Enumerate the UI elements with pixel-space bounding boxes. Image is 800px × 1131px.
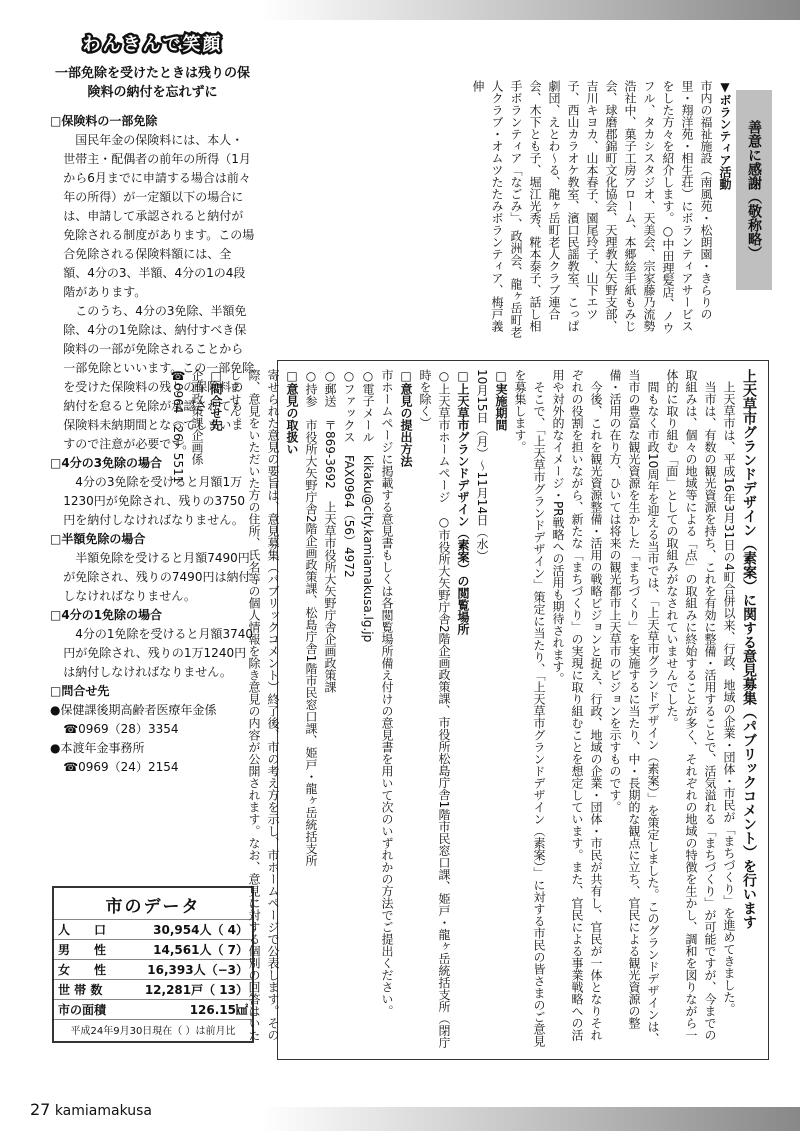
paragraph: 間もなく市政10周年を迎える当市では、「上天草市グランドデザイン（素案）」を策定しました。このグランドデザインは、当市の豊富な観光資源を生かした「まちづくり」を実施するに当たり、中・長期的な観点に立ち、官民による観光資源の整備・活用の在り方、ひいては将来の観光都市上天草市のビジョンを示すものです。	[608, 369, 660, 1045]
row-label: 人 口	[54, 920, 120, 940]
contact-value: 企画政策課企画係	[190, 369, 204, 465]
paragraph: 国民年金の保険料には、本人・世帯主・配偶者の前年の所得（1月から6月までに申請する場合は前々年の所得）が一定額以下の場合には、申請して承認されると納付が免除される制度があります。この場合免除される保険料額には、全額、4分の3、半額、4分の1の4段階があります。	[63, 133, 255, 299]
paragraph: そこで、「上天草市グランドデザイン」策定に当たり、「上天草市グランドデザイン（素案）」に対する市民の皆さまのご意見を募集します。	[513, 369, 546, 1047]
row-label: 男 性	[54, 940, 120, 960]
paragraph: 今後、これを観光資源整備・活用の戦略ビジョンと捉え、行政、地域の企業・団体・市民が共有し、官民が一体となりそれぞれの役割を担いながら、新たな「まちづくり」の実現に取り組むことを想定しています。また、官民による事業戦略への活用や対外的なイメージ・PR戦略への活用も期待されます。	[551, 369, 603, 1041]
article-heading: 一部免除を受けたときは残りの保険料の納付を忘れずに	[54, 66, 250, 100]
section-heading: □4分の3免除の場合	[50, 456, 163, 470]
contact-name: ●保健課後期高齢者医療年金係	[50, 703, 217, 717]
contact-phone: ☎0964（26）5511	[171, 369, 185, 484]
row-value: 14,561人（ 7）	[120, 940, 252, 960]
contact-phone: ☎0969（24）2154	[63, 760, 179, 774]
section-heading: □4分の1免除の場合	[50, 608, 163, 622]
paragraph: 当市は、有数の観光資源を持ち、これを有効に整備・活用することで、活気溢れる「まちづくり」が可能ですが、今までの取組みは、個々の地域等による「点」の取組みに終始することが多く、それぞれの地域の特徴を生かし、調和を図りながら一体的に取り組む「面」としての取組みがなされていませんでした。	[665, 369, 717, 1041]
paragraph: 4分の3免除を受けると月額1万1230円が免除され、残りの3750円を納付しなければなりません。	[63, 475, 245, 527]
contact-name: ●本渡年金事務所	[50, 741, 145, 755]
data-note: 平成24年9月30日現在（ ）は前月比	[54, 1019, 252, 1041]
page-footer	[30, 1100, 152, 1119]
place-heading: □上天草市グランドデザイン（素案）の閲覧場所	[456, 369, 470, 635]
paragraph: 半額免除を受けると月額7490円が免除され、残りの7490円は納付しなければなりません。	[63, 551, 251, 603]
paragraph: 上天草市は、平成16年3月31日の4町合併以来、行政、地域の企業・団体・市民が「まちづくり」を進めてきました。	[722, 381, 736, 1015]
row-label: 世 帯 数	[54, 980, 120, 1000]
row-value: 30,954人（ 4）	[120, 920, 252, 940]
row-value: 126.15㎢	[120, 1000, 252, 1020]
top-gray-bar	[260, 0, 800, 20]
paragraph: 4分の1免除を受けると月額3740円が免除され、残りの1万1240円は納付しなければなりません。	[63, 627, 253, 679]
handling-value: 寄せられた意見の要旨は、意見募集（パブリックコメント）終了後、市の考え方を示し、市ホームページで公表します。その際、意見をいただいた方の住所、氏名等の個人情報を除き意見の内容が公開されます。なお、意見に対する個別の回答はいたしません。	[228, 369, 280, 1041]
section-heading: □問合せ先	[50, 684, 110, 698]
volunteer-subheading: ▼ボランティア活動	[718, 80, 732, 190]
handling-heading: □意見の取扱い	[285, 369, 299, 455]
period-heading: □実施期間	[494, 369, 508, 431]
contact-heading: □問合せ先	[209, 369, 223, 431]
row-value: 12,281戸（ 13）	[120, 980, 252, 1000]
mail-value: ○郵送 〒869-3692 上天草市役所大矢野庁舎企画政策課	[323, 369, 337, 693]
row-label: 女 性	[54, 960, 120, 980]
volunteer-article	[262, 80, 734, 340]
bring-value: ○持参 市役所大矢野庁舎2階企画政策課、松島庁舎1階市民窓口課、姫戸・龍ヶ岳統括支所	[304, 369, 318, 867]
page-number: 27	[30, 1100, 51, 1119]
email-value: ○電子メール kikaku@city.kamiamakusa.lg.jp	[361, 369, 375, 643]
public-comment-title: 上天草市グランドデザイン（素案）に関する意見募集（パブリックコメント）を行います	[741, 369, 757, 929]
fax-value: ○ファックス FAX0964（56）4972	[342, 369, 356, 578]
data-box-title: 市のデータ	[105, 897, 201, 917]
place-value: ○上天草市ホームページ ○市役所大矢野庁舎2階企画政策課、市役所松島庁舎1階市民窓口課、姫戸・龍ヶ岳統括支所（閉庁時を除く）	[418, 369, 451, 1049]
volunteer-heading: 善意に感謝（敬称略）	[736, 90, 772, 290]
bottom-gray-bar	[260, 1107, 800, 1131]
row-value: 16,393人（−3）	[120, 960, 252, 980]
row-label: 市の面積	[54, 1000, 120, 1020]
section-heading: □保険料の一部免除	[50, 114, 158, 128]
footer-site: kamiamakusa	[54, 1103, 152, 1119]
period-value: 10月15日（月）〜11月14日（水）	[475, 369, 489, 563]
submit-heading: □意見の提出方法	[399, 369, 413, 467]
paragraph: このうち、4分の3免除、半額免除、4分の1免除は、納付すべき保険料の一部が免除されることから一部免除といいます。この一部免除を受けた保険料の残りの保険料の納付を怠ると免除が承認されても保険料未納期間となってしまいますので注意が必要です。	[63, 304, 255, 451]
contact-phone: ☎0969（28）3354	[63, 722, 179, 736]
section-heading: □半額免除の場合	[50, 532, 146, 546]
banner-title: わんきんで笑顔	[82, 34, 223, 55]
submit-value: 市ホームページに掲載する意見書もしくは各閲覧場所備え付けの意見書を用いて次のいずれかの方法でご提出ください。	[380, 369, 394, 1017]
volunteer-text: 市内の福祉施設（南風苑・松朗園・きらりの里・翔洋苑・相生荘）にボランティアサービスをした方々を紹介します。○中田理髪店、ノウフル、タカシスタジオ、天美会、宗家藤乃流勢浩社中、菓子工房アローム、本郷絵手紙もみじ会、球磨郡錦町文化協会、天理教大矢野支部、吉川キヨカ、山本春子、園尾玲子、山下エツ子、西山カラオケ教室、濱口民謡教室、こっぱ劇団、えとわ〜る、龍ヶ岳町老人クラブ連合会、木下とも子、堀江光秀、糀本泰子、話し相手ボランティア「なごみ」、政洲会、龍ヶ岳町老人クラブ・オムツたたみボランティア、梅戸義伸	[471, 80, 713, 338]
